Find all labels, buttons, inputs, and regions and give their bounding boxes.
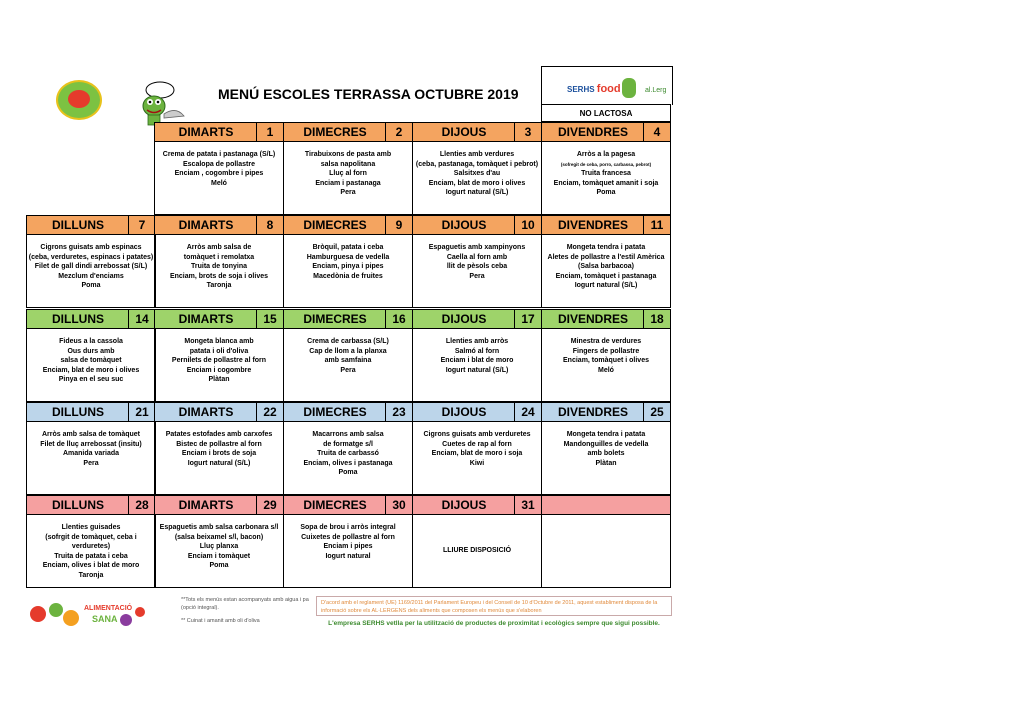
chef-frog-illustration (136, 80, 186, 128)
day-menu (26, 421, 156, 495)
day-number: 3 (514, 123, 541, 141)
day-menu (283, 234, 413, 308)
menu-line: amb bolets (587, 450, 625, 457)
menu-line: Tirabuixons de pasta amb (304, 151, 392, 158)
footer (26, 596, 660, 632)
svg-text:SANA: SANA (92, 614, 118, 624)
day-menu (283, 328, 413, 402)
day-number: 11 (643, 216, 670, 234)
menu-line: tomàquet i remolatxa (183, 253, 255, 261)
menu-line: Fideus a la cassola (59, 338, 123, 345)
menu-line: Truita de patata i ceba (54, 552, 128, 560)
day-name: DIJOUS (441, 498, 487, 512)
day-header (283, 309, 413, 329)
note-olive-oil: ** Cuinat i amanit amb oli d'oliva (181, 618, 260, 624)
menu-line: Poma (596, 189, 616, 196)
menu-line: (sofregit de ceba, porro, carbassa, pebrot) (560, 161, 652, 167)
day-menu (541, 514, 671, 588)
svg-text:ALIMENTACIÓ: ALIMENTACIÓ (84, 605, 133, 612)
day-header (26, 309, 156, 329)
day-number: 25 (643, 403, 670, 421)
day-number: 17 (514, 310, 541, 328)
menu-line: (ceba, verduretes, espinacs i patates) (28, 253, 154, 261)
menu-line: Llenties amb arròs (445, 338, 509, 345)
menu-line: Macedònia de fruites (313, 272, 383, 280)
day-header (154, 309, 284, 329)
healthy-food-logo (26, 596, 150, 632)
day-header (283, 215, 413, 235)
menu-line: de formatge s/l (323, 440, 373, 448)
day-number: 16 (385, 310, 412, 328)
diet-label: NO LACTOSA (541, 104, 671, 122)
day-menu (541, 141, 671, 215)
menu-line: Pera (83, 459, 99, 467)
menu-line: Pera (340, 189, 356, 196)
day-menu (412, 328, 542, 402)
menu-line: Taronja (78, 571, 104, 579)
day-header (541, 402, 671, 422)
menu-line: Salmó al forn (454, 347, 500, 355)
menu-line: Enciam , cogombre i pipes (174, 170, 264, 177)
day-header (541, 495, 671, 515)
menu-line: Enciam, blat de moro i olives (428, 179, 526, 187)
day-header (154, 495, 284, 515)
day-menu (154, 514, 284, 588)
menu-line: Plàtan (208, 376, 230, 383)
day-header (541, 309, 671, 329)
day-name: DIMECRES (303, 125, 367, 139)
day-name: DIMECRES (303, 405, 367, 419)
menu-line: Enciam, pinya i pipes (312, 263, 384, 270)
menu-line: Cuetes de rap al forn (442, 440, 512, 448)
day-name: DILLUNS (52, 312, 104, 326)
day-number: 2 (385, 123, 412, 141)
menu-line: llit de pèsols ceba (446, 263, 508, 270)
menu-line: Llenties guisades (61, 524, 121, 531)
day-number: 10 (514, 216, 541, 234)
menu-line: Arròs a la pagesa (576, 151, 636, 158)
day-menu (412, 141, 542, 215)
day-name: DILLUNS (52, 218, 104, 232)
menu-line: amb samfaina (324, 357, 372, 364)
day-number: 14 (128, 310, 155, 328)
day-name: DIVENDRES (557, 125, 628, 139)
menu-line: Poma (338, 469, 358, 476)
menu-line: Enciam i tomàquet (187, 552, 251, 560)
day-name: DILLUNS (52, 498, 104, 512)
day-name: DIMARTS (178, 218, 234, 232)
menu-line: Mezclum d'enciams (58, 272, 124, 280)
menu-line: Espaguetis amb salsa carbonara s/l (159, 524, 279, 531)
menu-grid (26, 122, 672, 589)
menu-line: Mongeta tendra i patata (566, 244, 646, 251)
menu-line: Pinya en el seu suc (58, 376, 124, 383)
day-name: DILLUNS (52, 405, 104, 419)
menu-line: Enciam i brots de soja (181, 450, 257, 457)
menu-line: Enciam i blat de moro (440, 357, 514, 364)
day-name: DIVENDRES (557, 312, 628, 326)
menu-line: Pera (340, 366, 356, 374)
menu-line: Plàtan (595, 459, 617, 467)
day-number: 9 (385, 216, 412, 234)
menu-line: (salsa beixamel s/l, bacon) (174, 533, 264, 541)
menu-line: Filet de lluç arrebossat (insitu) (40, 440, 142, 448)
menu-line: salsa napolitana (320, 160, 376, 168)
menu-line: Bròquil, patata i ceba (312, 244, 384, 251)
menu-line: Fingers de pollastre (572, 347, 640, 355)
day-header (283, 495, 413, 515)
day-menu (412, 421, 542, 495)
menu-line: Mandonguilles de vedella (563, 440, 649, 448)
menu-line: Macarrons amb salsa (312, 431, 384, 438)
day-menu (541, 421, 671, 495)
day-menu (283, 514, 413, 588)
day-name: DIMARTS (178, 312, 234, 326)
menu-line: LLIURE DISPOSICIÓ (442, 547, 512, 555)
menu-line: Truita de carbassó (317, 450, 379, 457)
menu-line: Enciam i cogombre (186, 366, 252, 374)
day-menu (412, 514, 542, 588)
menu-line: Enciam, blat de moro i soja (431, 450, 523, 457)
menu-line: Enciam i pastanaga (315, 179, 381, 187)
day-header (412, 309, 542, 329)
menu-line: Enciam i pipes (323, 543, 373, 550)
day-menu (26, 328, 156, 402)
menu-line: Filet de gall dindi arrebossat (S/L) (34, 263, 148, 270)
menu-line: Llenties amb verdures (439, 151, 515, 158)
day-menu (541, 328, 671, 402)
day-header (412, 402, 542, 422)
day-name: DIMECRES (303, 498, 367, 512)
menu-line: Meló (598, 366, 614, 374)
menu-line: (sofrgit de tomàquet, ceba i (45, 533, 137, 541)
menu-line: Mongeta tendra i patata (566, 431, 646, 438)
school-logo (56, 80, 102, 120)
menu-line: Taronja (206, 282, 232, 289)
menu-line: Cuixetes de pollastre al forn (301, 533, 395, 541)
day-number: 28 (128, 496, 155, 514)
menu-line: Enciam, olives i blat de moro (42, 562, 140, 569)
menu-line: Enciam, tomàquet i pastanaga (555, 272, 657, 280)
day-header (412, 495, 542, 515)
day-number: 21 (128, 403, 155, 421)
day-name: DIJOUS (441, 125, 487, 139)
menu-line: Patates estofades amb carxofes (165, 431, 273, 438)
menu-line: Bistec de pollastre al forn (176, 440, 262, 448)
menu-line: Enciam, blat de moro i olives (42, 366, 140, 374)
menu-line: Espaguetis amb xampinyons (428, 244, 526, 251)
menu-line: Cigrons guisats amb verduretes (423, 431, 531, 438)
menu-line: Poma (209, 562, 229, 569)
menu-line: Cigrons guisats amb espinacs (40, 244, 142, 251)
menu-line: Truita de tonyina (190, 263, 247, 270)
menu-line: Truita francesa (581, 170, 631, 177)
menu-line: Poma (81, 282, 101, 289)
menu-line: patata i oli d'oliva (189, 347, 249, 355)
day-name: DIMECRES (303, 312, 367, 326)
day-menu (541, 234, 671, 308)
day-header (541, 122, 671, 142)
day-number: 7 (128, 216, 155, 234)
day-header (26, 215, 156, 235)
menu-line: salsa de tomàquet (60, 357, 122, 364)
day-header (26, 495, 156, 515)
menu-line: Caella al forn amb (446, 253, 508, 261)
menu-line: Crema de carbassa (S/L) (307, 338, 389, 345)
day-name: DIMARTS (178, 498, 234, 512)
day-name: DIVENDRES (557, 405, 628, 419)
day-header (154, 402, 284, 422)
day-number: 31 (514, 496, 541, 514)
menu-line: Cap de llom a la planxa (309, 347, 387, 355)
menu-line: Pera (469, 272, 485, 280)
menu-line: Enciam, tomàquet i olives (563, 357, 649, 364)
menu-line: Iogurt natural (325, 552, 371, 560)
day-name: DIJOUS (441, 405, 487, 419)
day-header (283, 122, 413, 142)
menu-line: Amanida variada (62, 450, 120, 457)
day-number: 29 (256, 496, 283, 514)
menu-line: Enciam, tomàquet amanit i soja (553, 179, 659, 187)
day-number: 22 (256, 403, 283, 421)
day-name: DIMARTS (178, 125, 234, 139)
day-menu (412, 234, 542, 308)
brand-logo: SERHS food (567, 83, 621, 95)
menu-line: Lluç planxa (199, 543, 239, 550)
menu-line: Minestra de verdures (570, 338, 642, 345)
day-header (154, 122, 284, 142)
day-name: DIMECRES (303, 218, 367, 232)
menu-line: Crema de patata i pastanaga (S/L) (162, 151, 276, 158)
day-name: DIJOUS (441, 312, 487, 326)
menu-line: Lluç al forn (329, 170, 367, 177)
menu-line: (ceba, pastanaga, tomàquet i pebrot) (415, 160, 539, 168)
day-name: DIMARTS (178, 405, 234, 419)
menu-line: Iogurt natural (S/L) (574, 282, 638, 289)
day-number: 30 (385, 496, 412, 514)
menu-line: Enciam, olives i pastanaga (303, 459, 393, 467)
menu-line: Arròs amb salsa de tomàquet (41, 431, 141, 438)
day-number: 18 (643, 310, 670, 328)
menu-line: Mongeta blanca amb (184, 338, 254, 345)
menu-line: Kiwi (469, 459, 485, 467)
day-name (542, 496, 644, 514)
menu-line: Iogurt natural (S/L) (445, 366, 509, 374)
brand-alr: al.Lerg (645, 87, 667, 94)
page-title: MENÚ ESCOLES TERRASSA OCTUBRE 2019 (218, 86, 519, 102)
day-menu (283, 421, 413, 495)
menu-line: Iogurt natural (S/L) (445, 189, 509, 196)
day-menu (283, 141, 413, 215)
day-menu (154, 234, 284, 308)
note-allergens: D'acord amb el reglament (UE) 1169/2011 del Parlament Europeu i del Conseil de 10 d'Octubre de 2011, aquest establiment disposa de la informació sobre els AL·LERGENS dels aliments que composen els menús que s'elaboren (316, 596, 672, 616)
day-number: 24 (514, 403, 541, 421)
menu-line: Hamburguesa de vedella (306, 253, 390, 261)
day-header (412, 122, 542, 142)
day-number: 4 (643, 123, 670, 141)
day-header (412, 215, 542, 235)
menu-line: Ous durs amb (67, 347, 115, 355)
brand-frog-icon (622, 78, 636, 98)
menu-line: Escalopa de pollastre (183, 160, 255, 168)
day-menu (154, 328, 284, 402)
menu-line: (Salsa barbacoa) (577, 263, 635, 270)
day-number (644, 496, 670, 514)
menu-line: Pernilets de pollastre al forn (171, 357, 267, 364)
menu-line: Sopa de brou i arròs integral (300, 524, 396, 531)
day-menu (154, 421, 284, 495)
day-header (26, 402, 156, 422)
menu-line: Meló (211, 179, 227, 187)
day-menu (26, 514, 156, 588)
day-header (154, 215, 284, 235)
day-name: DIJOUS (441, 218, 487, 232)
menu-line: Iogurt natural (S/L) (187, 459, 251, 467)
day-menu (154, 141, 284, 215)
day-header (541, 215, 671, 235)
note-local-products: L'empresa SERHS vetlla per la utilització de productes de proximitat i ecològics sempre que sigui possible. (316, 618, 672, 629)
day-number: 1 (256, 123, 283, 141)
day-number: 23 (385, 403, 412, 421)
day-header (283, 402, 413, 422)
menu-line: Enciam, brots de soja i olives (169, 272, 269, 280)
menu-line: Aletes de pollastre a l'estil Amèrica (547, 253, 665, 261)
menu-line: verduretes) (71, 543, 111, 550)
day-number: 8 (256, 216, 283, 234)
day-menu (26, 234, 156, 308)
menu-line: Salsitxes d'au (453, 170, 501, 177)
menu-line: Arròs amb salsa de (186, 244, 252, 251)
day-number: 15 (256, 310, 283, 328)
day-name: DIVENDRES (557, 218, 628, 232)
note-water-bread: **Tots els menús estan acompanyats amb aigua i pa (opció integral). (181, 597, 309, 611)
